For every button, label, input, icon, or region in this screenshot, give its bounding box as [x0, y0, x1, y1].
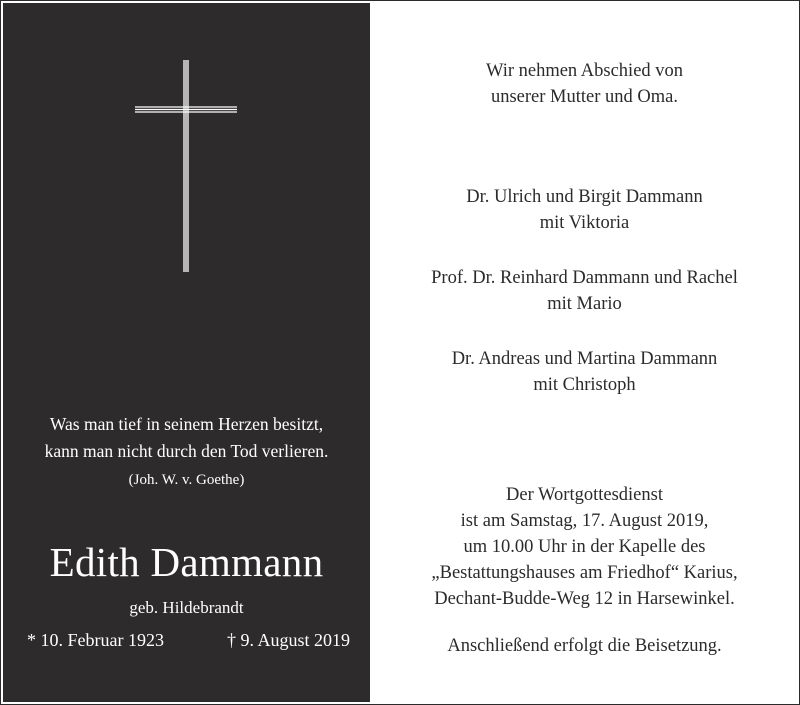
family-names: Dr. Andreas und Martina Dammann	[451, 349, 718, 369]
intro-line: unserer Mutter und Oma.	[490, 87, 678, 107]
death-date: † 9. August 2019	[226, 630, 350, 650]
service-line: Der Wortgottesdienst	[506, 485, 663, 505]
birth-date: * 10. Februar 1923	[27, 630, 164, 650]
family-children: mit Viktoria	[539, 213, 630, 233]
family-names: Prof. Dr. Reinhard Dammann und Rachel	[431, 268, 738, 288]
family-entry	[372, 184, 797, 236]
cross-icon	[135, 60, 237, 272]
intro-line: Wir nehmen Abschied von	[485, 61, 684, 81]
burial-note: Anschließend erfolgt die Beisetzung.	[447, 636, 722, 656]
left-panel	[3, 3, 370, 702]
family-children: mit Mario	[547, 294, 622, 314]
quote-line: kann man nicht durch den Tod verlieren.	[44, 441, 329, 461]
family-entry	[372, 346, 797, 398]
family-entry	[372, 265, 797, 317]
family-children: mit Christoph	[533, 375, 636, 395]
quote-source: (Joh. W. v. Goethe)	[128, 472, 245, 488]
quote	[3, 411, 370, 465]
service-line: „Bestattungshauses am Friedhof“ Karius,	[431, 563, 738, 583]
birth-name: geb. Hildebrandt	[129, 598, 244, 617]
family-names: Dr. Ulrich und Birgit Dammann	[466, 187, 703, 207]
service-line: Dechant-Budde-Weg 12 in Harsewinkel.	[434, 589, 735, 609]
service-line: ist am Samstag, 17. August 2019,	[460, 511, 709, 531]
service-details	[372, 482, 797, 612]
quote-line: Was man tief in seinem Herzen besitzt,	[49, 414, 324, 434]
service-line: um 10.00 Uhr in der Kapelle des	[463, 537, 706, 557]
deceased-name: Edith Dammann	[49, 539, 324, 585]
farewell-intro	[372, 58, 797, 110]
right-panel	[372, 3, 797, 702]
life-dates	[27, 630, 350, 651]
